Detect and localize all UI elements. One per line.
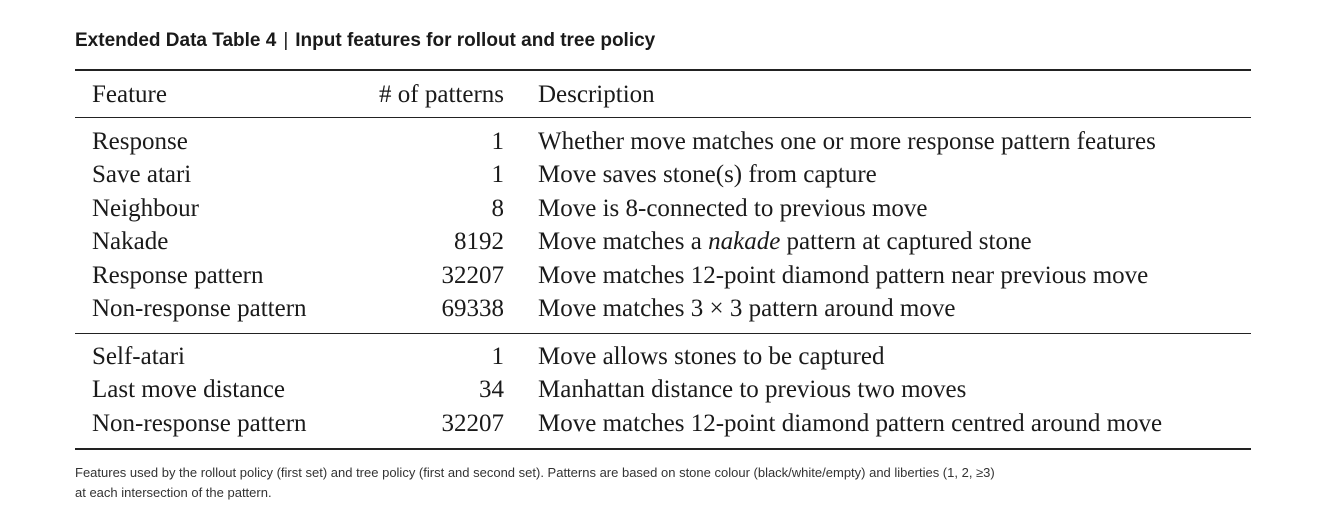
table-row <box>75 226 1251 258</box>
cell-description: Move is 8-connected to previous move <box>538 195 928 222</box>
cell-patterns: 1 <box>491 161 504 188</box>
title-separator: | <box>283 30 289 51</box>
cell-patterns: 69338 <box>441 295 504 322</box>
cell-feature: Last move distance <box>92 376 285 403</box>
cell-description: Move matches 12-point diamond pattern near previous move <box>538 262 1149 289</box>
cell-feature: Non-response pattern <box>92 295 307 322</box>
cell-feature: Nakade <box>92 228 169 255</box>
cell-description <box>538 226 1032 258</box>
table-footnote <box>75 463 1255 503</box>
table-label: Extended Data Table 4 <box>75 30 277 51</box>
table-caption: Input features for rollout and tree policy <box>295 30 656 51</box>
table-row <box>75 293 1251 325</box>
footnote-line: Features used by the rollout policy (first set) and tree policy (first and second set). Patterns are based on stone colour (black/white/empty) and liberties (1, 2, ≥3) <box>75 465 995 480</box>
cell-feature: Non-response pattern <box>92 410 307 437</box>
cell-description: Manhattan distance to previous two moves <box>538 376 967 403</box>
cell-patterns: 1 <box>491 128 504 155</box>
description-text: Move matches a <box>538 228 709 255</box>
cell-feature: Save atari <box>92 161 192 188</box>
cell-description: Move saves stone(s) from capture <box>538 161 877 188</box>
header-feature: Feature <box>92 81 167 108</box>
table-row <box>75 374 1251 406</box>
table-row <box>75 408 1251 440</box>
header-row <box>75 79 1251 111</box>
table-row <box>75 126 1251 158</box>
cell-patterns: 8192 <box>454 228 504 255</box>
table-title <box>75 30 655 52</box>
description-italic-term: nakade <box>708 228 781 255</box>
cell-feature: Neighbour <box>92 195 199 222</box>
cell-feature: Response pattern <box>92 262 264 289</box>
table-row <box>75 341 1251 373</box>
cell-patterns: 1 <box>491 343 504 370</box>
description-text: pattern at captured stone <box>780 228 1032 255</box>
header-rule <box>75 117 1251 118</box>
cell-feature: Response <box>92 128 188 155</box>
section-rule <box>75 333 1251 334</box>
table-row <box>75 260 1251 292</box>
cell-description: Move matches 12-point diamond pattern centred around move <box>538 410 1163 437</box>
cell-feature: Self-atari <box>92 343 186 370</box>
cell-patterns: 32207 <box>441 410 504 437</box>
top-rule <box>75 69 1251 71</box>
cell-patterns: 8 <box>491 195 504 222</box>
cell-description: Whether move matches one or more response pattern features <box>538 128 1156 155</box>
footnote-line: at each intersection of the pattern. <box>75 485 272 500</box>
cell-description: Move allows stones to be captured <box>538 343 885 370</box>
header-patterns: # of patterns <box>379 81 504 108</box>
table-row <box>75 193 1251 225</box>
bottom-rule <box>75 448 1251 450</box>
header-description: Description <box>538 81 655 108</box>
cell-patterns: 32207 <box>441 262 504 289</box>
cell-patterns: 34 <box>479 376 504 403</box>
table-row <box>75 159 1251 191</box>
cell-description: Move matches 3 × 3 pattern around move <box>538 295 956 322</box>
